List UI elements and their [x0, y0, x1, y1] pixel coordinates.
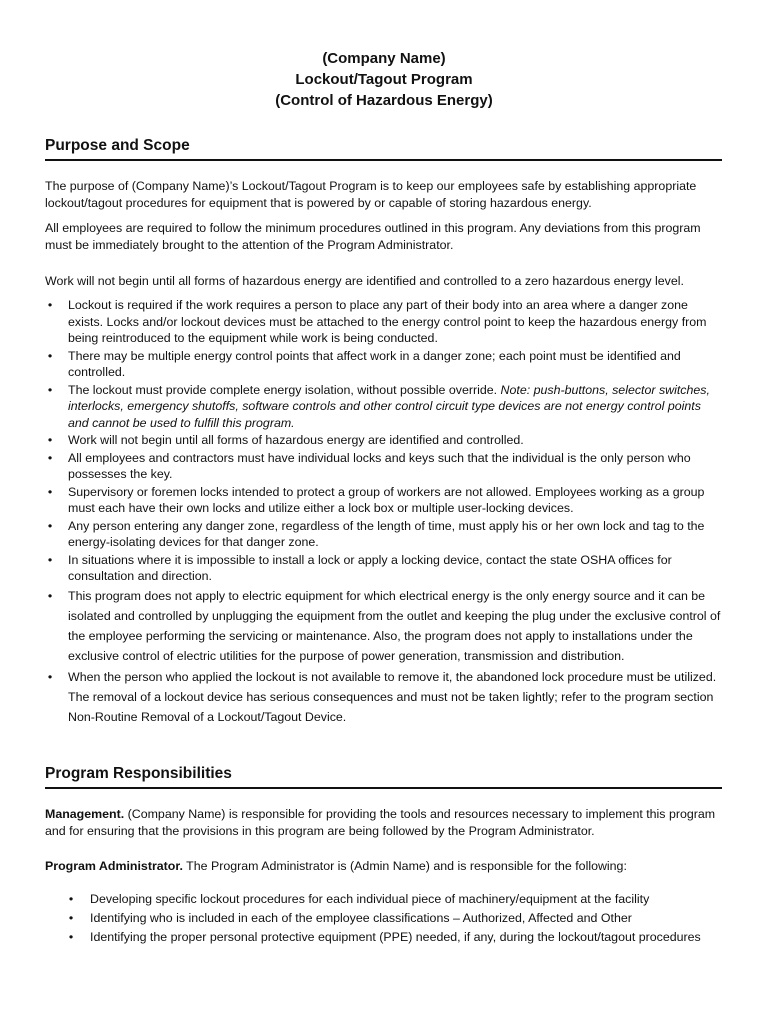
- bullet-icon: •: [47, 484, 53, 499]
- bullet-icon: •: [47, 552, 53, 567]
- list-item: • Developing specific lockout procedures for each individual piece of machinery/equipment at the facility: [66, 891, 726, 908]
- purpose-paragraph-3: Work will not begin until all forms of hazardous energy are identified and controlled to a zero hazardous energy level.: [45, 274, 684, 288]
- list-item: • Supervisory or foremen locks intended to protect a group of workers are not allowed. Employees working as a group must each have their own locks and utilize either a lock box or multiple user-locking devices.: [45, 484, 725, 517]
- purpose-bullet-list: [45, 297, 725, 728]
- company-name-line: (Company Name): [322, 50, 446, 67]
- purpose-heading: Purpose and Scope: [45, 136, 722, 161]
- bullet-icon: •: [47, 348, 53, 363]
- program-subtitle-line: (Control of Hazardous Energy): [275, 92, 493, 109]
- list-item: • When the person who applied the lockout is not available to remove it, the abandoned lock procedure must be utilized. The removal of a lockout device has serious consequences and must not be taken lightly; refer to the program section Non-Routine Removal of a Lockout/Tagout Device.: [45, 667, 725, 727]
- bullet-icon: •: [47, 298, 53, 312]
- list-item: • All employees and contractors must have individual locks and keys such that the individual is the only person who possesses the key.: [45, 450, 725, 483]
- document-title: [0, 48, 768, 111]
- list-item: • Identifying who is included in each of the employee classifications – Authorized, Affected and Other: [66, 910, 726, 927]
- admin-paragraph: Program Administrator. The Program Administrator is (Admin Name) and is responsible for the following:: [45, 859, 627, 873]
- note-text: Note: push-buttons, selector switches, interlocks, emergency shutoffs, software controls and other control circuit type devices are not energy control points and cannot be used to fulfill this program.: [68, 382, 710, 430]
- bullet-icon: •: [47, 518, 53, 533]
- list-item: • Work will not begin until all forms of hazardous energy are identified and controlled.: [45, 432, 725, 449]
- list-item: • Identifying the proper personal protective equipment (PPE) needed, if any, during the lockout/tagout procedures: [66, 929, 726, 946]
- management-paragraph: Management. (Company Name) is responsible for providing the tools and resources necessary to implement this program and for ensuring that the provisions in this program are being followed by the Program Administrator.: [45, 807, 716, 838]
- bullet-icon: •: [68, 892, 74, 906]
- list-item: • Lockout is required if the work requires a person to place any part of their body into an area where a danger zone exists. Locks and/or lockout devices must be attached to the energy control point to keep the hazardous energy from being reintroduced to the equipment while work is being conducted.: [45, 297, 725, 347]
- bullet-icon: •: [47, 669, 53, 684]
- list-item: • This program does not apply to electric equipment for which electrical energy is the only energy source and it can be isolated and controlled by unplugging the equipment from the outlet and keeping the plug under the exclusive control of the employee performing the servicing or maintenance. Also, the program does not apply to installations under the exclusive control of electric utilities for the purpose of power generation, transmission and distribution.: [45, 586, 725, 666]
- bullet-icon: •: [47, 588, 53, 603]
- bullet-icon: •: [47, 450, 53, 465]
- bullet-icon: •: [47, 433, 53, 447]
- admin-bullet-list: [66, 891, 726, 948]
- purpose-paragraph-2: All employees are required to follow the minimum procedures outlined in this program. Any deviations from this program must be immediately brought to the attention of the Program Administrator.: [45, 221, 701, 252]
- management-label: Management.: [45, 807, 125, 821]
- program-name-line: Lockout/Tagout Program: [295, 71, 473, 88]
- list-item: • In situations where it is impossible to install a lock or apply a locking device, contact the state OSHA offices for consultation and direction.: [45, 552, 725, 585]
- purpose-paragraph-1: The purpose of (Company Name)’s Lockout/Tagout Program is to keep our employees safe by establishing appropriate lockout/tagout procedures for equipment that is powered by or capable of storing hazardous energy.: [45, 179, 697, 210]
- bullet-icon: •: [68, 911, 74, 925]
- list-item: • There may be multiple energy control points that affect work in a danger zone; each point must be identified and controlled.: [45, 348, 725, 381]
- bullet-icon: •: [47, 382, 53, 397]
- admin-label: Program Administrator.: [45, 859, 183, 873]
- list-item: • Any person entering any danger zone, regardless of the length of time, must apply his or her own lock and tag to the energy-isolating devices for that danger zone.: [45, 518, 725, 551]
- bullet-icon: •: [68, 930, 74, 944]
- responsibilities-heading: Program Responsibilities: [45, 764, 722, 789]
- list-item: • The lockout must provide complete energy isolation, without possible override. Note: push-buttons, selector switches, interlocks, emergency shutoffs, software controls and other control circuit type devices are not energy control points and cannot be used to fulfill this program.: [45, 382, 725, 432]
